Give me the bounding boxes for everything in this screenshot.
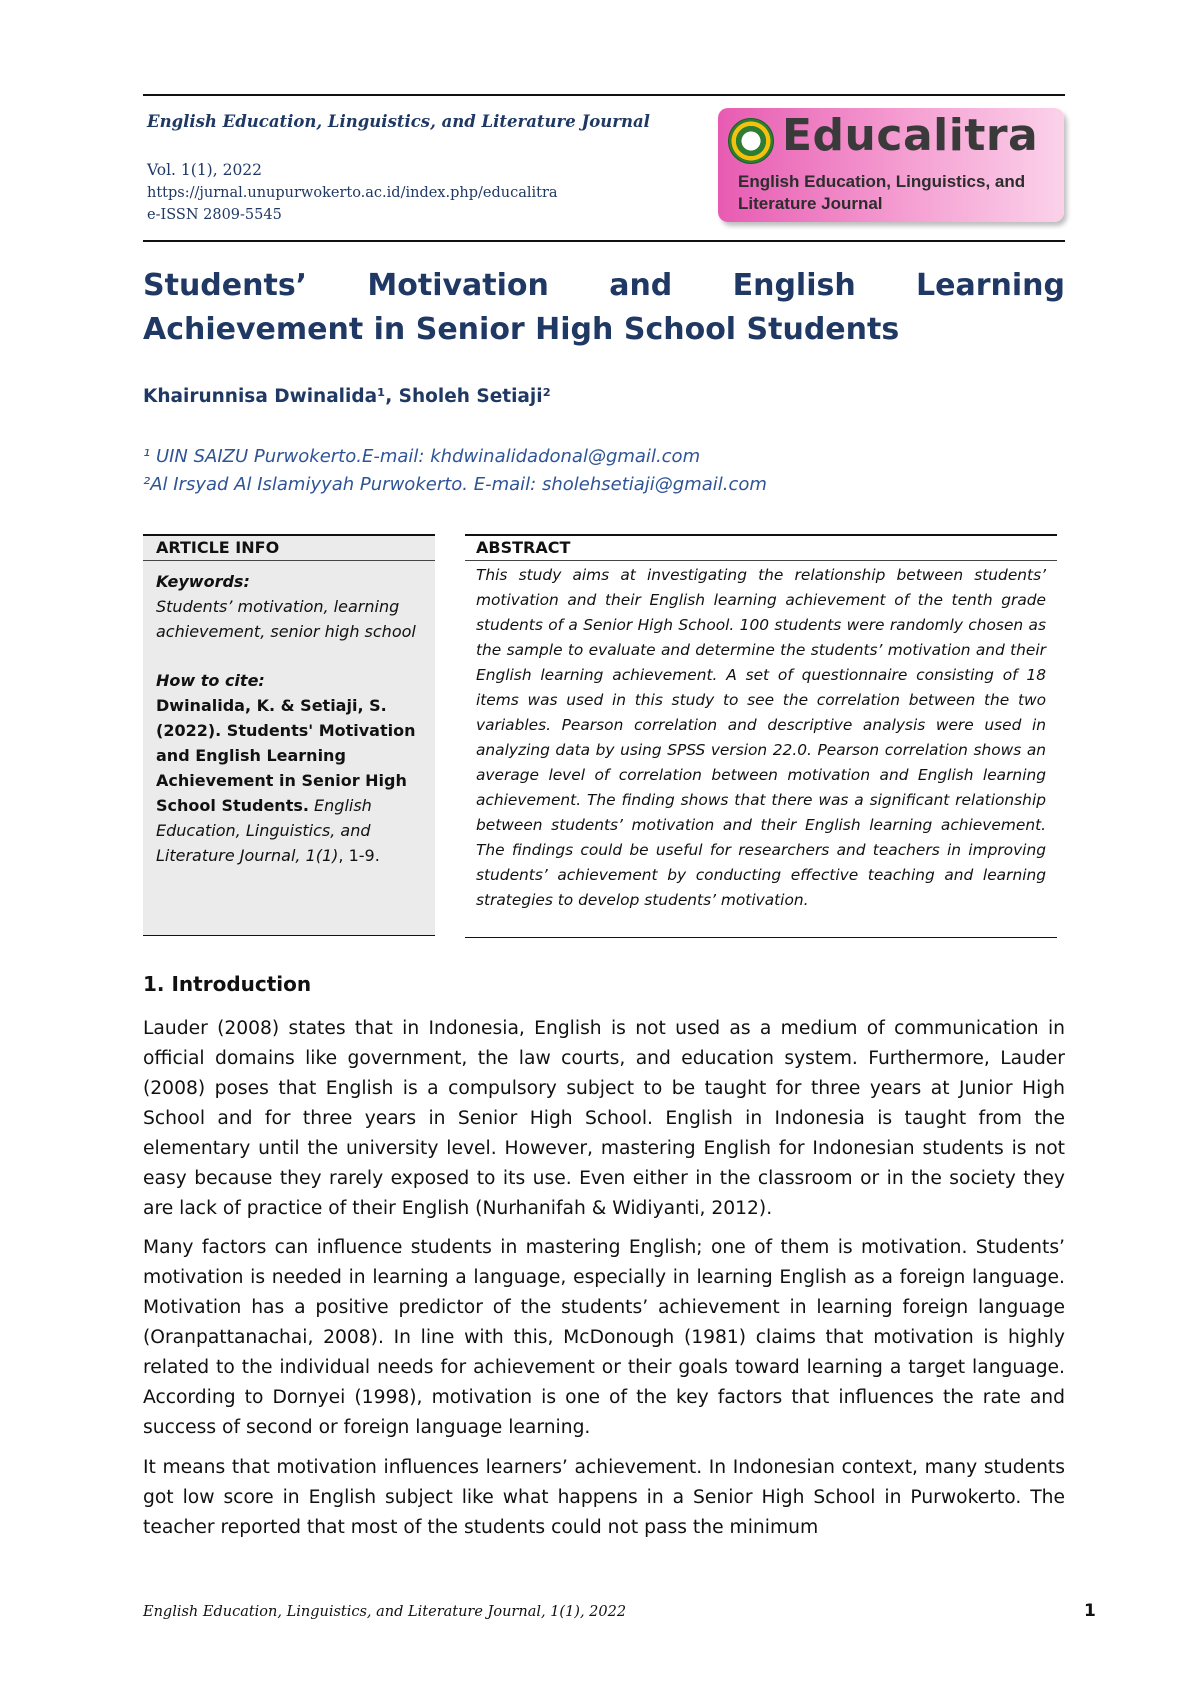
affiliation-1: ¹ UIN SAIZU Purwokerto.E-mail: khdwinalidadonal@gmail.com — [143, 446, 701, 467]
section-heading-introduction: 1. Introduction — [143, 972, 312, 996]
abstract-separator — [465, 560, 1057, 561]
header-bottom-rule — [143, 240, 1065, 242]
article-info-content — [156, 569, 432, 868]
journal-volume: Vol. 1(1), 2022 — [147, 161, 263, 179]
abstract-top-rule — [465, 534, 1057, 536]
journal-issn: e-ISSN 2809-5545 — [147, 207, 282, 223]
affiliation-2: ²Al Irsyad Al Islamiyyah Purwokerto. E-mail: sholehsetiaji@gmail.com — [143, 474, 767, 495]
logo-subtitle-line1: English Education, Linguistics, and — [738, 172, 1026, 191]
keywords-text: Students’ motivation, learning achievement, senior high school — [156, 597, 416, 641]
body-paragraph: It means that motivation influences learners’ achievement. In Indonesian context, many students got low score in English subject like what happens in a Senior High School in Purwokerto. The teacher reported that most of the students could not pass the minimum — [143, 1457, 1065, 1538]
article-info-bottom-rule — [143, 935, 435, 936]
journal-name: English Education, Linguistics, and Literature Journal — [147, 112, 650, 131]
article-info-heading: ARTICLE INFO — [156, 538, 280, 557]
article-title: Students’ Motivation and English Learning Achievement in Senior High School Students — [143, 268, 1065, 347]
university-emblem-icon — [728, 118, 774, 164]
logo-subtitle-line2: Literature Journal — [738, 194, 883, 213]
abstract-bottom-rule — [465, 937, 1057, 938]
citation-authors-title: Dwinalida, K. & Setiaji, S. (2022). Students' Motivation and English Learning Achievement in Senior High School Students. — [156, 696, 416, 815]
footer-citation: English Education, Linguistics, and Literature Journal, 1(1), 2022 — [143, 1604, 627, 1620]
abstract-heading: ABSTRACT — [476, 538, 571, 557]
article-info-separator — [143, 560, 435, 561]
logo-title: Educalitra — [782, 110, 1039, 161]
header-top-rule — [143, 94, 1065, 96]
journal-url[interactable]: https://jurnal.unupurwokerto.ac.id/index.php/educalitra — [147, 185, 558, 201]
article-info-top-rule — [143, 534, 435, 536]
citation-journal: English Education, Linguistics, and Literature Journal, — [156, 796, 372, 865]
how-to-cite-label: How to cite: — [156, 671, 265, 690]
educalitra-logo — [718, 108, 1064, 222]
abstract-text: This study aims at investigating the relationship between students’ motivation and their English learning achievement of the tenth grade students of a Senior High School. 100 students were randomly chosen as the sample to evaluate and determine the students’ motivation and their English learning achievement. A set of questionnaire consisting of 18 items was used in this study to see the correlation between the two variables. Pearson correlation and descriptive analysis were used in analyzing data by using SPSS version 22.0. Pearson correlation shows an average level of correlation between motivation and English learning achievement. The finding shows that there was a significant relationship between students’ motivation and their English learning achievement. The findings could be useful for researchers and teachers in improving students’ achievement by conducting effective teaching and learning strategies to develop students’ motivation. — [476, 566, 1046, 909]
body-paragraph: Lauder (2008) states that in Indonesia, English is not used as a medium of communication in official domains like government, the law courts, and education system. Furthermore, Lauder (2008) poses that English is a compulsory subject to be taught for three years at Junior High School and for three years in Senior High School. English in Indonesia is taught from the elementary until the university level. However, mastering English for Indonesian students is not easy because they rarely exposed to its use. Even either in the classroom or in the society they are lack of practice of their English (Nurhanifah & Widiyanti, 2012). — [143, 1018, 1065, 1219]
citation-text — [156, 693, 432, 868]
keywords-label: Keywords: — [156, 572, 250, 591]
citation-volume: 1(1) — [305, 846, 339, 865]
article-authors: Khairunnisa Dwinalida¹, Sholeh Setiaji² — [143, 386, 551, 407]
citation-pages: , 1-9. — [338, 846, 380, 865]
body-paragraph: Many factors can influence students in mastering English; one of them is motivation. Students’ motivation is needed in learning a language, especially in learning English as a foreign language. Motivation has a positive predictor of the students’ achievement in learning foreign language (Oranpattanachai, 2008). In line with this, McDonough (1981) claims that motivation is highly related to the individual needs for achievement or their goals toward learning a target language. According to Dornyei (1998), motivation is one of the key factors that influences the rate and success of second or foreign language learning. — [143, 1237, 1065, 1438]
page-number: 1 — [1084, 1601, 1096, 1621]
